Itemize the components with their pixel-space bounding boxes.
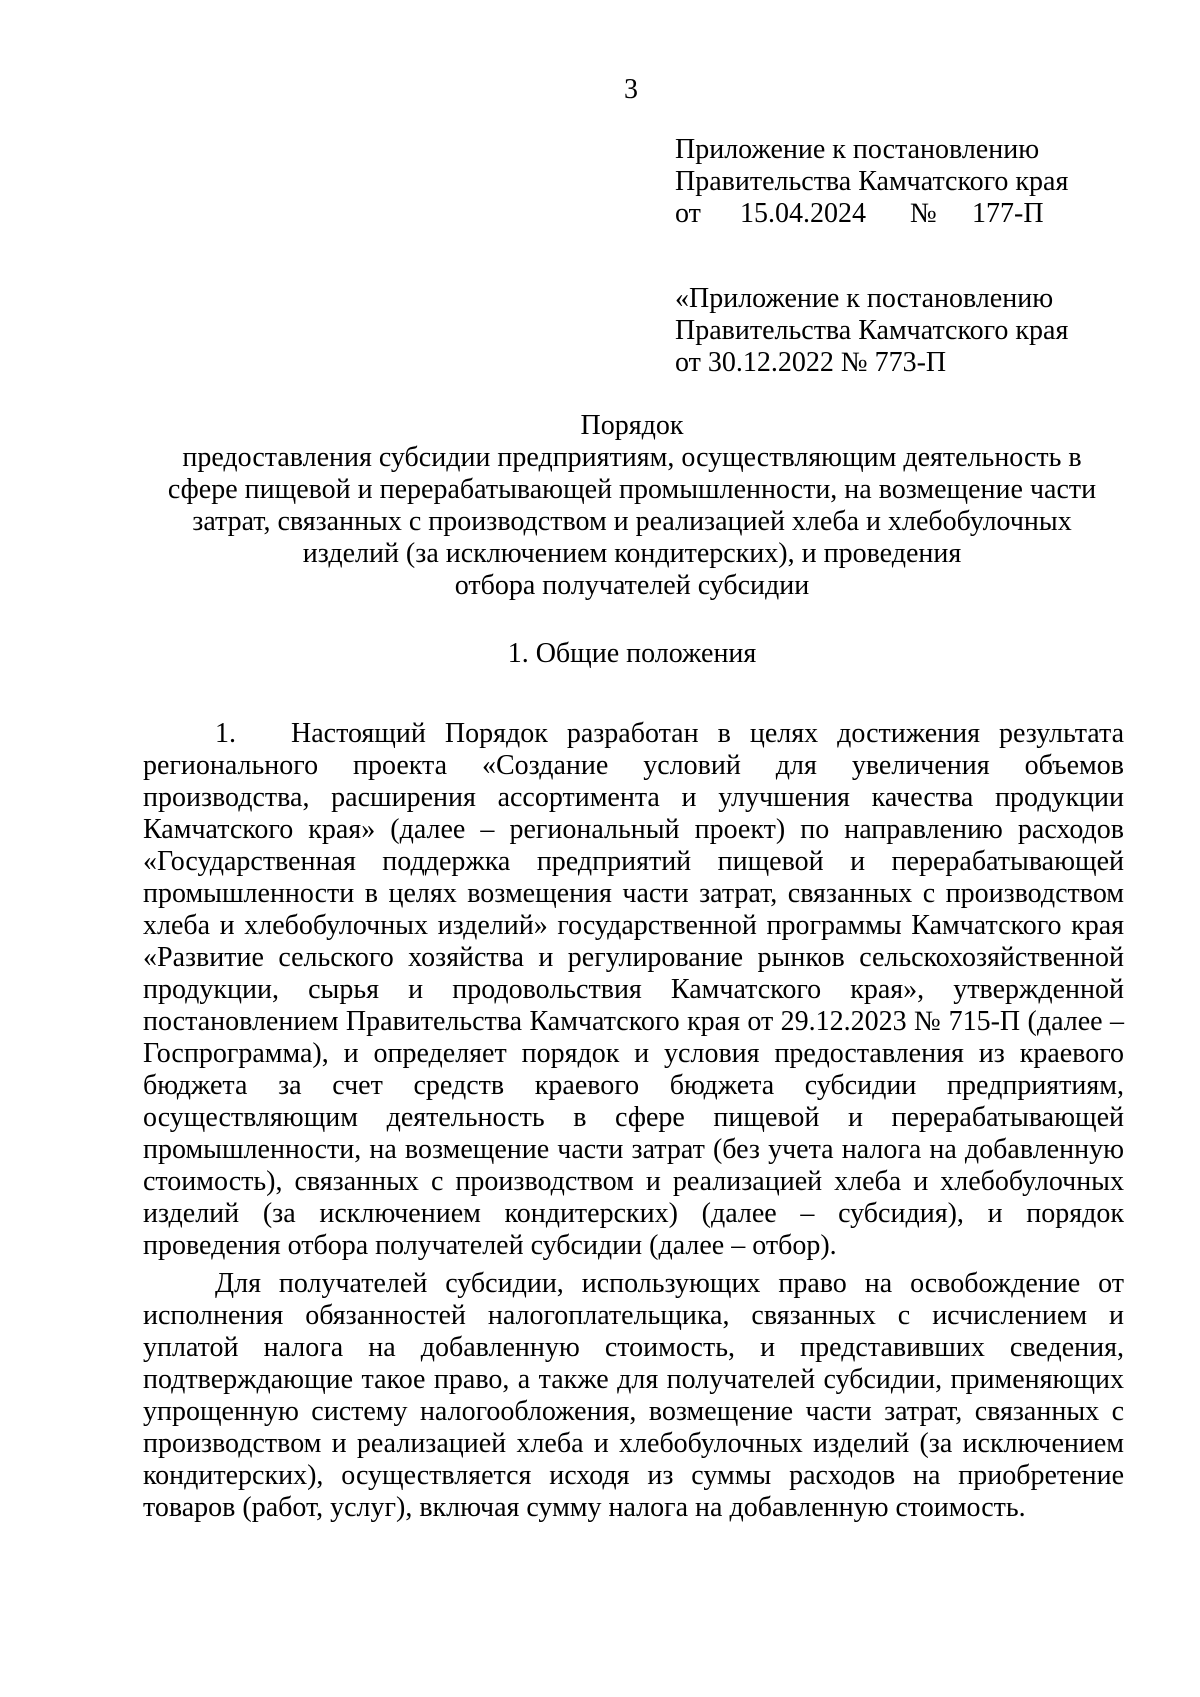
- document-title-heading: Порядок: [580, 410, 684, 441]
- page-number: 3: [624, 74, 638, 105]
- approval-date: 15.04.2024: [740, 198, 866, 229]
- document-title-line-3: затрат, связанных с производством и реализацией хлеба и хлебобулочных: [192, 506, 1072, 537]
- paragraph-1-number: 1.: [215, 718, 236, 749]
- body-text: [143, 718, 1124, 1524]
- approval-block-current: [675, 134, 1068, 230]
- paragraph-2: Для получателей субсидии, использующих право на освобождение от исполнения обязанностей налогоплательщика, связанных с исчислением и уплатой налога на добавленную стоимость, и представивших сведения, подтверждающие такое право, а также для получателей субсидии, применяющих упрощенную систему налогообложения, возмещение части затрат, связанных с производством и реализацией хлеба и хлебобулочных изделий (за исключением кондитерских), осуществляется исходя из суммы расходов на приобретение товаров (работ, услуг), включая сумму налога на добавленную стоимость.: [143, 1268, 1124, 1523]
- approval-number-sign: №: [910, 198, 937, 229]
- document-title: [140, 410, 1124, 602]
- paragraph-1: [143, 718, 1124, 1262]
- paragraph-1-text: Настоящий Порядок разработан в целях достижения результата регионального проекта «Создание условий для увеличения объемов производства, расширения ассортимента и улучшения качества продукции Камчатского края» (далее – региональный проект) по направлению расходов «Государственная поддержка предприятий пищевой и перерабатывающей промышленности в целях возмещения части затрат, связанных с производством хлеба и хлебобулочных изделий» государственной программы Камчатского края «Развитие сельского хозяйства и регулирование рынков сельскохозяйственной продукции, сырья и продовольствия Камчатского края», утвержденной постановлением Правительства Камчатского края от 29.12.2023 № 715-П (далее – Госпрограмма), и определяет порядок и условия предоставления из краевого бюджета за счет средств краевого бюджета субсидии предприятиям, осуществляющим деятельность в сфере пищевой и перерабатывающей промышленности, на возмещение части затрат (без учета налога на добавленную стоимость), связанных с производством и реализацией хлеба и хлебобулочных изделий (за исключением кондитерских) (далее – субсидия), и порядок проведения отбора получателей субсидии (далее – отбор).: [143, 718, 1124, 1261]
- original-approval-line-2: Правительства Камчатского края: [675, 315, 1069, 346]
- approval-number: 177-П: [972, 198, 1044, 229]
- document-title-line-1: предоставления субсидии предприятиям, осуществляющим деятельность в: [182, 442, 1082, 473]
- original-approval-line-3: от 30.12.2022 № 773-П: [675, 347, 947, 378]
- section-heading: 1. Общие положения: [507, 638, 757, 669]
- approval-block-original: [675, 283, 1068, 379]
- approval-line-1: Приложение к постановлению: [675, 134, 1040, 165]
- approval-line-2: Правительства Камчатского края: [675, 166, 1069, 197]
- approval-date-line: [675, 198, 1068, 230]
- original-approval-line-1: «Приложение к постановлению: [675, 283, 1054, 314]
- document-title-line-5: отбора получателей субсидии: [454, 570, 810, 601]
- document-title-line-2: сфере пищевой и перерабатывающей промышленности, на возмещение части: [167, 474, 1097, 505]
- approval-from-label: от: [675, 198, 701, 229]
- document-title-line-4: изделий (за исключением кондитерских), и проведения: [302, 538, 962, 569]
